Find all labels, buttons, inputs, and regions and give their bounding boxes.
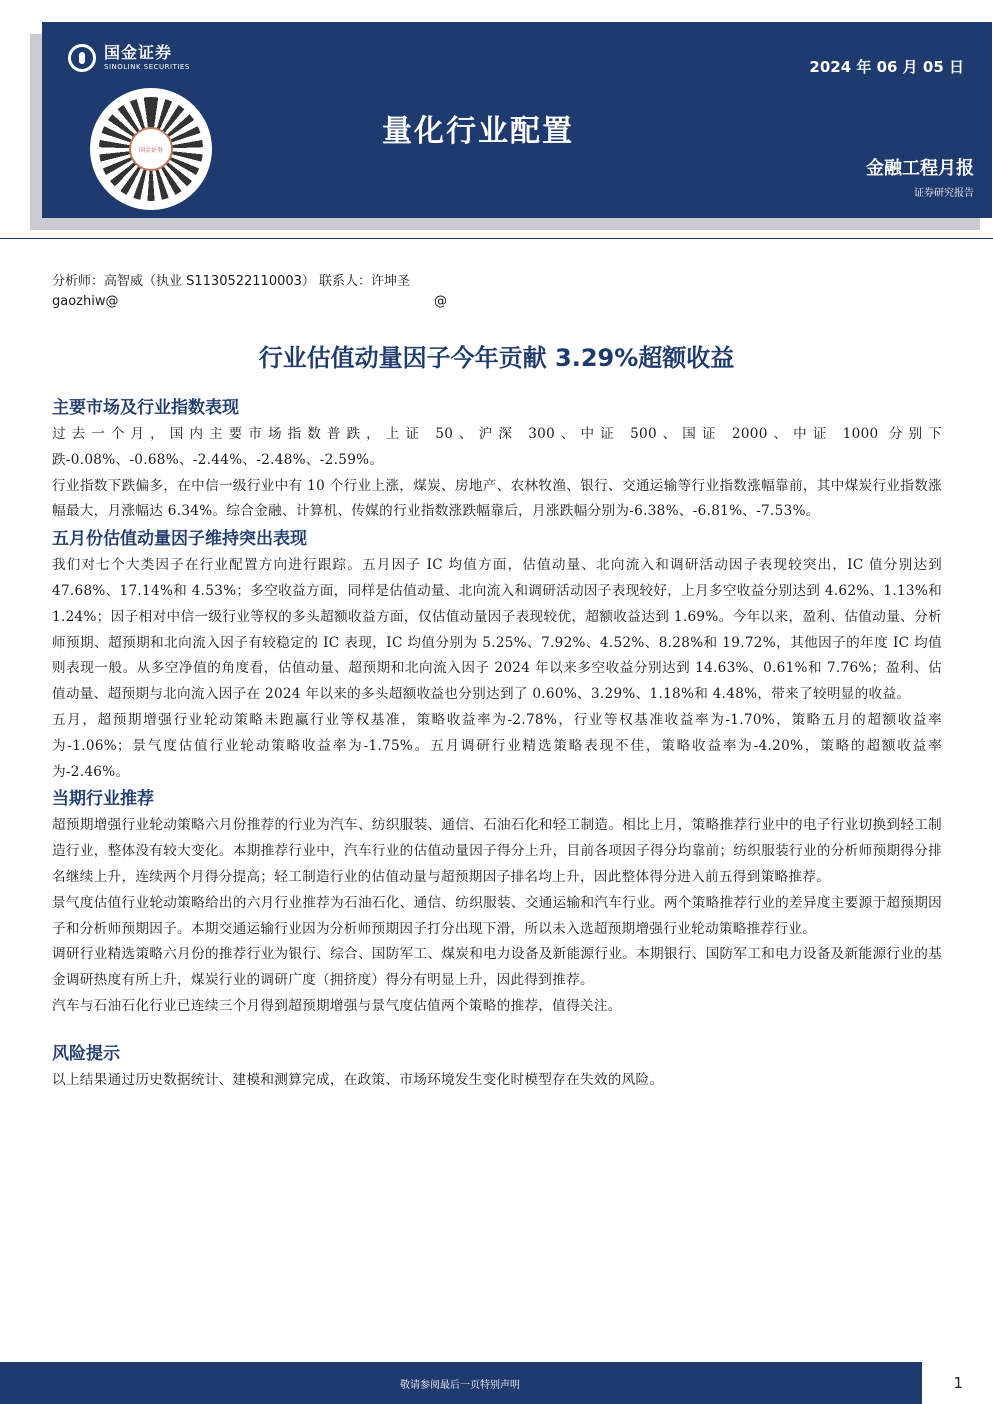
paragraph: 景气度估值行业轮动策略给出的六月行业推荐为石油石化、通信、纺织服装、交通运输和汽车行业。两个策略推荐行业的差异度主要源于超预期因子和分析师预期因子。本期交通运输行业因为分析师预期因子打分出现下滑，所以未入选超预期增强行业轮动策略推荐行业。: [52, 894, 942, 937]
header-divider: [0, 238, 993, 239]
page-number: 1: [953, 1374, 963, 1392]
paragraph: 以上结果通过历史数据统计、建模和测算完成，在政策、市场环境发生变化时模型存在失效的风险。: [52, 1071, 664, 1088]
report-type: 金融工程月报: [866, 158, 974, 179]
section-title: 主要市场及行业指数表现: [52, 398, 239, 418]
report-header: [42, 22, 992, 218]
section-title: 五月份估值动量因子维持突出表现: [52, 529, 307, 550]
report-subtype: 证券研究报告: [914, 188, 974, 199]
report-date: 2024 年 06 月 05 日: [809, 58, 964, 76]
contact-email: @: [434, 294, 447, 309]
qr-center-label: 国金证券: [129, 127, 173, 171]
section-recommendations: [52, 785, 942, 1019]
footer-bar: [0, 1362, 920, 1404]
paragraph: 超预期增强行业轮动策略六月份推荐的行业为汽车、纺织服装、通信、石油石化和轻工制造。相比上月，策略推荐行业中的电子行业切换到轻工制造行业，整体没有较大变化。本期推荐行业中，汽车行业的估值动量因子得分上升，目前各项因子得分均靠前；纺织服装行业的分析师预期得分排名继续上升，连续两个月得分提高；轻工制造行业的估值动量与超预期因子排名均上升，因此整体得分进入前五得到策略推荐。: [52, 817, 942, 885]
section-title: 当期行业推荐: [52, 789, 154, 810]
report-body: [52, 394, 942, 1094]
logo-mark-icon: [68, 44, 96, 72]
section-market-performance: [52, 394, 942, 525]
analyst-line: 分析师：高智威（执业 S1130522110003） 联系人：许坤圣: [52, 274, 411, 289]
paragraph: 调研行业精选策略六月份的推荐行业为银行、综合、国防军工、煤炭和电力设备及新能源行业。本期银行、国防军工和电力设备及新能源行业的基金调研热度有所上升，煤炭行业的调研广度（拥挤度）得分有明显上升，因此得到推荐。: [52, 946, 942, 989]
paragraph: 过去一个月，国内主要市场指数普跌，上证 50、沪深 300、中证 500、国证 2000、中证 1000 分别下跌-0.08%、-0.68%、-2.44%、-2.48%、-2.59%。: [52, 426, 942, 468]
analyst-email: gaozhiw@: [52, 294, 119, 309]
paragraph: 五月，超预期增强行业轮动策略未跑赢行业等权基准，策略收益率为-2.78%，行业等权基准收益率为-1.70%，策略五月的超额收益率为-1.06%；景气度估值行业轮动策略收益率为-1.75%。五月调研行业精选策略表现不佳，策略收益率为-4.20%，策略的超额收益率为-2.46%。: [52, 711, 942, 780]
qr-code-icon: [90, 88, 212, 210]
logo-chinese-name: 国金证券: [104, 43, 173, 62]
footer-divider: [920, 1362, 922, 1404]
section-risk: [52, 1040, 942, 1094]
paragraph: 我们对七个大类因子在行业配置方向进行跟踪。五月因子 IC 均值方面，估值动量、北向流入和调研活动因子表现较突出，IC 值分别达到 47.68%、17.14%和 4.53%；多空收益方面，同样是估值动量、北向流入和调研活动因子表现较好，上月多空收益分别达到 4.62%、1.13%和 1.24%；因子相对中信一级行业等权的多头超额收益方面，仅估值动量因子表现较优，超额收益达到 1.69%。今年以来，盈利、估值动量、分析师预期、超预期和北向流入因子有较稳定的 IC 表现，IC 均值分别为 5.25%、7.92%、4.52%、8.28%和 19.72%，其他因子的年度 IC 均值则表现一般。从多空净值的角度看，估值动量、超预期和北向流入因子 2024 年以来多空收益分别达到 14.63%、0.61%和 7.76%；盈利、估值动量、超预期与北向流入因子在 2024 年以来的多头超额收益也分别达到了 0.60%、3.29%、1.18%和 4.48%，带来了较明显的收益。: [52, 557, 942, 703]
paragraph: 行业指数下跌偏多，在中信一级行业中有 10 个行业上涨，煤炭、房地产、农林牧渔、银行、交通运输等行业指数涨幅靠前，其中煤炭行业指数涨幅最大，月涨幅达 6.34%。综合金融、计算机、传媒的行业指数涨跌幅靠后，月涨跌幅分别为-6.38%、-6.81%、-7.53%。: [52, 477, 942, 520]
section-title: 风险提示: [52, 1043, 120, 1064]
section-factor-performance: [52, 525, 942, 785]
analyst-info: [52, 272, 447, 312]
document-title: 行业估值动量因子今年贡献 3.29%超额收益: [258, 344, 735, 372]
logo-english-name: SINOLINK SECURITIES: [104, 63, 190, 71]
company-logo: [68, 44, 190, 72]
paragraph: 汽车与石油石化行业已连续三个月得到超预期增强与景气度估值两个策略的推荐，值得关注。: [52, 997, 622, 1014]
report-category-title: 量化行业配置: [382, 114, 574, 149]
footer-notice: 敬请参阅最后一页特别声明: [400, 1379, 520, 1391]
